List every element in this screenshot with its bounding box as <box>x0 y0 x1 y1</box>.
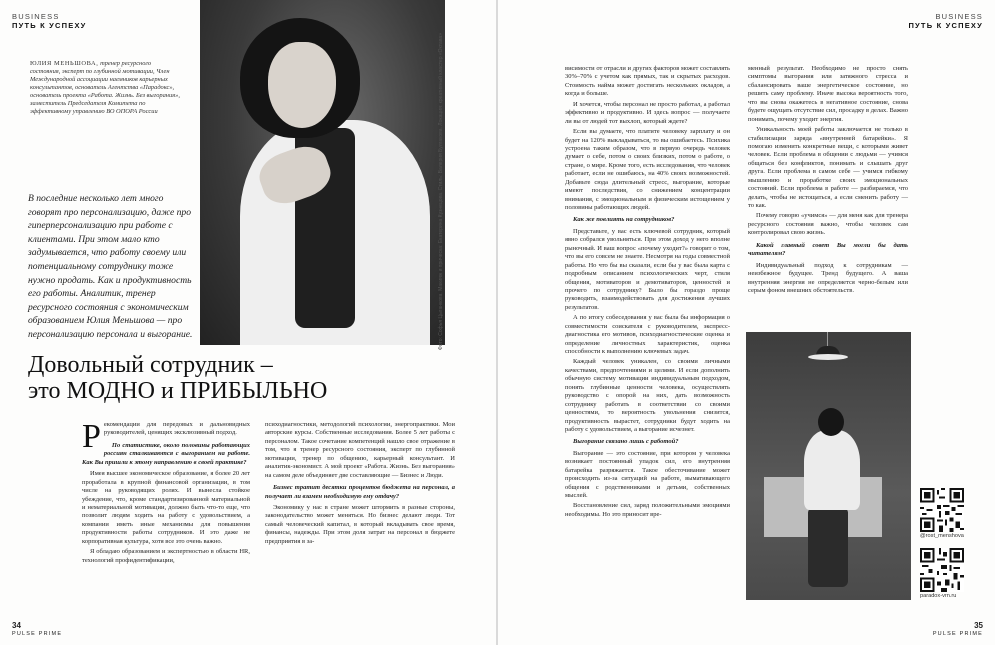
article-headline <box>28 352 458 405</box>
paragraph: Восстановление сил, заряд положительными эмоциями необходимы. Но это приносит вре- <box>565 502 730 518</box>
publication-name: PULSE PRIME <box>932 631 983 637</box>
paragraph: Почему говорю «учимся» — для меня как для тренера ресурсного состояния важно, чтобы человек сам контролировал свою жизнь. <box>748 212 908 237</box>
author-bio-text: тренер ресурсного состояния, эксперт по глубинной мотивации, Член Международной ассоциации наемников карьерных консультантов, основатель Агентства «Парадокс», основатель проекта «Работа. Жизнь. Без выгорания», заместитель Председателя Комитета по эффективному управлению ВО ОПОРА России <box>30 60 180 115</box>
folio-left <box>12 621 62 637</box>
paragraph: менный результат. Необходимо не просто снять симптомы выгорания или затяжного стресса и сбалансировать ваше энергетическое состояние, но решить саму проблему. Иначе высока вероятность того, что вы снова окажетесь в негативное состояние, снова будете ощущать отсутствие сил, просадку в делах. Важно понимать, почему уходит энергия. <box>748 65 908 123</box>
author-bio <box>30 60 180 116</box>
paragraph: Экономику у нас в стране может штормить в разные стороны, законодательство может меняться. Но бизнес делают люди. Тот самый человеческий капитал, в который вкладывать свое время, финансы, надежды. При этом доля затрат на персонал в бюджете предприятия в за- <box>265 503 455 545</box>
publication-name: PULSE PRIME <box>12 631 63 637</box>
qr-code-website[interactable] <box>920 548 964 592</box>
paragraph: Имея высшее экономическое образование, я более 20 лет проработала в крупной финансовой организации, в том числе на руководящих ролях. И вынесла стойкое убеждение, что, кроме стандартизированной материальной и нематериальной мотивации, должно быть что-то еще, что позволит людям ходить на работу с удовольствием, а компании иметь иные механизмы для повышения продуктивности работы сотрудников. И это даже не корпоративная культура, хотя все это очень важно. <box>82 470 250 545</box>
photo-credit: Фото: Софья Цыганкова. Макияж и прическа: Екатерина Кузнецова. Стиль: Валерия Булгакова. Локация: креативный кластер «Октава» <box>438 33 444 350</box>
paragraph: Представьте, у вас есть ключевой сотрудник, который явно собрался увольняться. При этом доход у него вполне рыночный. И ваш вопрос «почему уходит?» говорит о том, что вы его совсем не знаете. Несмотря на годы совместной работы. Но что бы вы сказали, если бы у вас была карта с подробным описанием психологических черт, стиля общения, мотиваторов и демотиваторов, ценностей и прочего по сотруднику? Было бы гораздо проще руководить, взаимодействовать для достижения лучших результатов. <box>565 227 730 311</box>
page-number: 34 <box>12 621 21 630</box>
paragraph: Уникальность моей работы заключается не только в стабилизации заряда «внутренней батарейки». Я помогаю изменить конкретные вещи, с которыми живет человек. Если проблема в общении с людьми — учимся общаться без конфликтов, понимать и слышать друг друга. Если проблема в самом себе — учимся гибкому мышлению и проработке своих эмоциональных состояний. Если проблема в работе — разбираемся, что делать, чтобы не истощаться, а если сменить работу — то как. <box>748 126 908 209</box>
text-column-2 <box>265 421 455 548</box>
qr-code-instagram[interactable] <box>920 488 964 532</box>
paragraph: Я обладаю образованием и экспертностью в области HR, технологий профидентификации, <box>82 548 250 564</box>
lead-text: екомендации для передовых и дальновидных руководителей, ценящих эксклюзивный подход. <box>103 421 250 437</box>
paragraph: А по итогу собеседования у вас была бы информация о совместимости соискателя с руководителем, экспресс-диагностика его мотивов, психодиагностические оценка и определение личностных характеристик, оценка способности к выполнению ключевых задач. <box>565 314 730 355</box>
section-header-left <box>12 12 87 30</box>
paragraph: Индивидуальный подход к сотрудникам — неизбежное будущее. Тренд будущего. А ваша внутренняя энергия не определяется черно-белым или серым фоном внешних обстоятельств. <box>748 261 908 294</box>
headline-line-1: Довольный сотрудник – <box>28 352 273 378</box>
interview-question: Выгорание связано лишь с работой? <box>573 438 679 446</box>
paragraph: психодиагностики, методологий психологии, энергопрактики. Мои авторские курсы. Собственные исследования. Более 5 лет работы с персоналом. Такое сочетание компетенций нашло свое отражение в том, что я тренер ресурсного состояния, эксперт по глубинной мотивации, тренер по общению, карьерный консультант. И аналитик-экономист. А мой проект «Работа. Жизнь. Без выгорания» на самом деле объединяет две составляющие — Бизнес и Люди. <box>265 421 455 479</box>
interview-question: По статистике, около половины работающих россиян сталкиваются с выгоранием на работе. Как Вы пришли к этому направлению в своей практике? <box>82 441 250 466</box>
author-name: ЮЛИЯ МЕНЬШОВА, <box>30 60 99 67</box>
page-gutter <box>496 0 498 645</box>
paragraph: висимости от отрасли и других факторов может составлять 30%–70% с учетом как прямых, так и скрытых расходов. Стоимость найма может достигать нескольких окладов, а когда и больше. <box>565 65 730 98</box>
section-sub: ПУТЬ К УСПЕХУ <box>12 21 87 30</box>
page-number: 35 <box>974 621 983 630</box>
section-label: BUSINESS <box>12 12 60 21</box>
office-photo <box>746 332 911 600</box>
qr-label-website: paradox-vrn.ru <box>920 593 957 599</box>
folio-right <box>933 621 983 637</box>
section-label: BUSINESS <box>935 12 983 21</box>
qr-label-instagram: @rost_menshova <box>920 533 964 539</box>
paragraph: Выгорание — это состояние, при котором у человека возникает постоянный упадок сил, его внутренняя батарейка разряжается. Такое обесточивание может происходить из-за ситуаций на работе, вымативающего общения с родственниками и детьми, собственных мыслей. <box>565 449 730 499</box>
paragraph: Каждый человек уникален, со своими личными качествами, предпочтениями и целями. И если дополнить обычную систему мотивации индивидуальным подходом, понять глубинные ценности человека, осуществлять руководство с опорой на них, дать возможность сотруднику работать в соответствии со своими ценностями, то вероятность увольнения снизится, продуктивность вырастет, сотрудники будут ходить на работу с удовольствием, а выгорание исчезнет. <box>565 358 730 433</box>
article-intro: В последние несколько лет много говорят про персонализацию, даже про гиперперсонализацию при работе с клиентами. При этом мало кто задумывается, что работу своему или потенциальному сотруднику тоже нужно продать. Как и продуктивность его работы. Аналитик, тренер ресурсного состояния с экономическим образованием Юлия Меньшова — про персонализацию персонала и выгорание. <box>28 193 193 341</box>
text-column-4 <box>748 65 908 297</box>
section-sub: ПУТЬ К УСПЕХУ <box>908 21 983 30</box>
drop-cap: Р <box>82 418 101 455</box>
interview-question: Бизнес тратит десятки процентов бюджета на персонал, а получает ли взамен необходимую ему отдачу? <box>265 484 455 500</box>
headline-line-2: это МОДНО и ПРИБЫЛЬНО <box>28 378 328 405</box>
interview-question: Как же повлиять на сотрудников? <box>573 216 675 224</box>
text-column-1 <box>82 418 250 567</box>
section-header-right <box>908 12 983 30</box>
interview-question: Какой главный совет Вы могли бы дать читателям? <box>748 241 908 258</box>
portrait-photo <box>200 0 445 345</box>
text-column-3 <box>565 65 730 521</box>
paragraph: Если вы думаете, что платите человеку зарплату и он будет на 120% выкладываться, то вы ошибаетесь. Психика устроена таким образом, что в первую очередь человек думает о себе, потом о своих близких, потом о работе, о стране, о мире. Кроме того, есть исследования, что человек работает, если не ошибаюсь, на 40% своих возможностей. Добавьте сюда длительный стресс, выгорание, которые имеют последствия, со снижением концентрации внимания, с эмоциональным и физическим истощением у половины работающих людей. <box>565 128 730 211</box>
paragraph: И хочется, чтобы персонал не просто работал, а работал эффективно и продуктивно. И здесь вопрос — получаете ли вы от людей тот выхлоп, который ждете? <box>565 100 730 125</box>
